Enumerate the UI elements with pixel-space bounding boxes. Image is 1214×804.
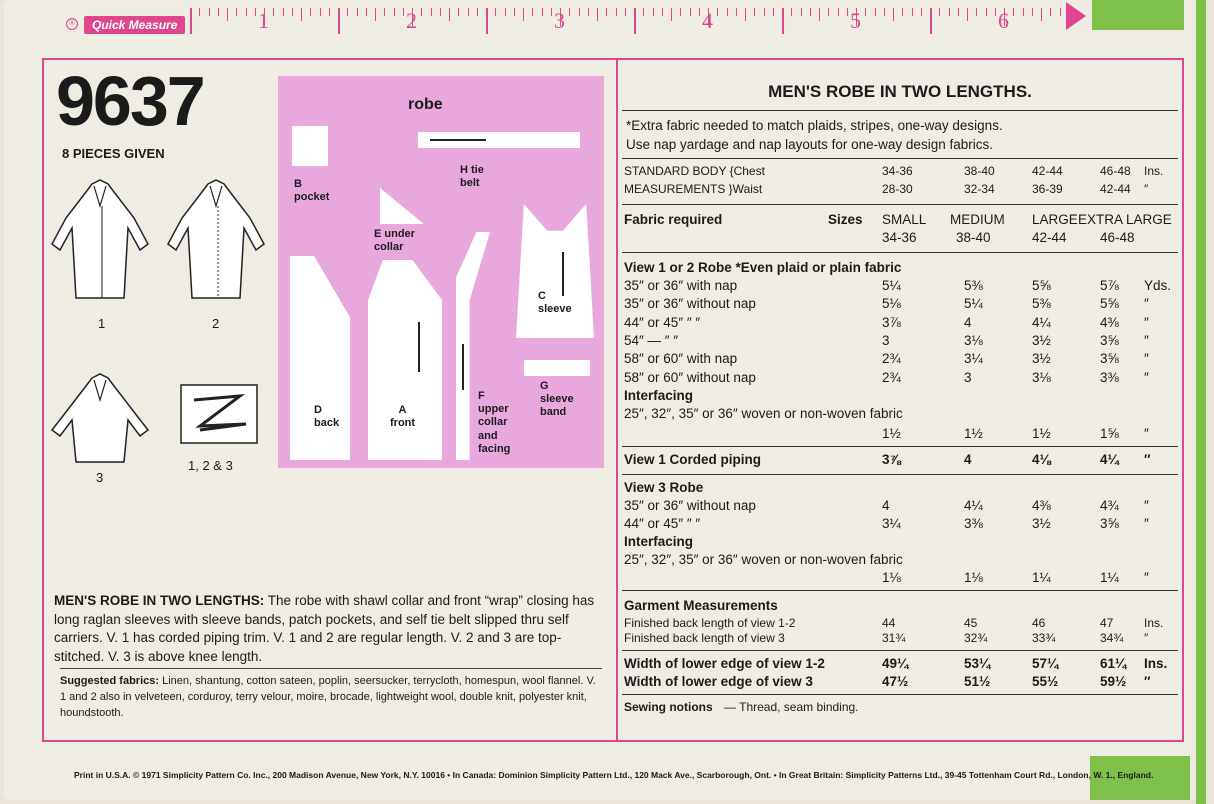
ruler-tick [458, 8, 459, 16]
ruler-tick [338, 8, 340, 34]
row-value: 42-44 [1100, 182, 1131, 196]
row-value: 1⅛ [964, 570, 983, 585]
ruler-number: 1 [258, 8, 269, 33]
quick-measure-ruler [60, 4, 1090, 38]
ruler-tick [320, 8, 321, 16]
row-value: 31¾ [882, 631, 906, 645]
ruler-tick [1041, 8, 1042, 21]
description-lead: MEN'S ROBE IN TWO LENGTHS: [54, 593, 265, 608]
row-value: 5⅝ [1100, 296, 1119, 312]
ruler-tick [680, 8, 681, 16]
note-nap: Use nap yardage and nap layouts for one-way design fabrics. [626, 137, 993, 152]
ruler-tick [912, 8, 913, 16]
ruler-tick [939, 8, 940, 16]
view12-yardage-row [624, 370, 1180, 388]
view3-yardage-row [624, 498, 1180, 516]
chart-title: MEN'S ROBE IN TWO LENGTHS. [768, 82, 1032, 101]
piece-b-pocket [292, 126, 328, 166]
lower-edge-width-row [624, 656, 1180, 674]
interfacing3-label-text: 25″, 32″, 35″ or 36″ woven or non-woven fabric [624, 552, 903, 567]
interfacing-heading-text: Interfacing [624, 388, 694, 403]
row-label: 44″ or 45″ ″ ″ [624, 314, 701, 330]
ruler-tick [486, 8, 488, 34]
belt-label: 1, 2 & 3 [188, 458, 233, 473]
ruler-number: 4 [702, 8, 713, 33]
pieces-given: 8 PIECES GIVEN [62, 146, 165, 161]
row-value: 5⅞ [1100, 278, 1119, 293]
row-value: 5⅝ [1032, 278, 1051, 293]
ruler-tick [292, 8, 293, 16]
ruler-tick [1060, 8, 1061, 16]
row-value: 3⅛ [1032, 369, 1051, 385]
row-value: 55½ [1032, 674, 1059, 689]
row-label: Width of lower edge of view 1-2 [624, 656, 825, 671]
row-value: 3½ [1032, 516, 1051, 531]
interfacing3-row [624, 570, 1180, 588]
notions-lead: Sewing notions [624, 700, 713, 714]
row-label: Finished back length of view 3 [624, 631, 785, 645]
row-value: 4¼ [1032, 314, 1051, 330]
ruler-tick [542, 8, 543, 16]
suggested-text: Linen, shantung, cotton sateen, poplin, seersucker, terrycloth, homespun, wool flannel. V. 1 and 2 also in velveteen, corduroy, terry velour, moire, brocade, lightweight wool, double knit, polyester knit, houndstooth. [60, 675, 596, 719]
ruler-tick [375, 8, 376, 21]
interfacing-rule [622, 446, 1178, 447]
piece-c-label: C sleeve [538, 290, 572, 316]
size-range-large: 42-44 [1032, 230, 1067, 245]
row-unit: ″ [1144, 351, 1149, 367]
ruler-tick [199, 8, 200, 16]
note-plaids: *Extra fabric needed to match plaids, stripes, one-way designs. [626, 118, 1003, 133]
row-label: View 1 Corded piping [624, 452, 762, 467]
row-unit: ″ [1144, 314, 1149, 330]
ruler-tick [505, 8, 506, 16]
suggested-lead: Suggested fabrics: [60, 675, 160, 687]
ruler-tick [394, 8, 395, 16]
row-label: 54″ — ″ ″ [624, 332, 679, 348]
ruler-tick [1050, 8, 1051, 16]
ruler-tick [329, 8, 330, 16]
ruler-tick [930, 8, 932, 34]
ruler-tick [1023, 8, 1024, 16]
ruler-tick [801, 8, 802, 16]
ruler-number: 3 [554, 8, 565, 33]
ruler-tick [523, 8, 524, 21]
row-value: 57¼ [1032, 656, 1059, 671]
garment-measurement-row [624, 631, 1180, 649]
ruler-tick [671, 8, 672, 21]
view-2-sketch [164, 178, 268, 302]
view-3-label: 3 [96, 470, 104, 485]
row-value: 5⅛ [882, 296, 901, 312]
ruler-number: 2 [406, 8, 417, 33]
row-unit: Ins. [1144, 616, 1164, 630]
row-unit: ″ [1144, 296, 1149, 312]
ruler-tick [773, 8, 774, 16]
row-unit: ″ [1144, 674, 1151, 689]
view12-yardage-row [624, 315, 1180, 333]
row-unit: ″ [1144, 426, 1149, 441]
piping-rule [622, 474, 1178, 475]
interfacing-label-text: 25″, 32″, 35″ or 36″ woven or non-woven fabric [624, 406, 903, 421]
row-value: 47½ [882, 674, 909, 689]
row-label: MEASUREMENTS }Waist [624, 182, 763, 196]
row-value: 2¾ [882, 351, 901, 367]
garment-heading [624, 598, 1180, 616]
piece-a-label: A front [390, 404, 416, 430]
corded-piping-row [624, 452, 1180, 470]
ruler-tick [421, 8, 422, 16]
ruler-tick [366, 8, 367, 16]
row-label: Finished back length of view 1-2 [624, 616, 796, 630]
ruler-tick [218, 8, 219, 16]
row-value: 3 [882, 332, 890, 348]
ruler-tick [976, 8, 977, 16]
garment-rule [622, 650, 1178, 651]
ruler-tick [403, 8, 404, 16]
piece-e-label: E under collar [374, 228, 415, 254]
fabric-required-label: Fabric required [624, 212, 723, 227]
ruler-tick [884, 8, 885, 16]
row-label: 58″ or 60″ with nap [624, 351, 738, 367]
ruler-tick [532, 8, 533, 16]
piece-d-label: D back [314, 404, 340, 430]
ruler-number: 5 [850, 8, 861, 33]
row-label: Width of lower edge of view 3 [624, 674, 813, 689]
row-value: 4¼ [1100, 452, 1119, 467]
ruler-tick [828, 8, 829, 16]
ruler-tick [579, 8, 580, 16]
row-value: 4 [882, 498, 890, 513]
ruler-tick [606, 8, 607, 16]
piece-h-label: H tie belt [460, 164, 484, 190]
row-value: 3¼ [964, 351, 983, 367]
registered-mark: ® [66, 18, 78, 30]
ruler-tick [190, 8, 192, 34]
tape-right-edge [1196, 0, 1206, 804]
ruler-tick [227, 8, 228, 21]
grain-arrow-h [430, 139, 486, 141]
body-measurement-row [624, 182, 1180, 200]
ruler-tick [819, 8, 820, 21]
row-value: 1¼ [1032, 570, 1051, 585]
grain-arrow-a [418, 322, 420, 372]
ruler-tick [616, 8, 617, 16]
row-value: 3 [964, 369, 972, 385]
row-unit: ″ [1144, 182, 1149, 196]
publisher-footer: Print in U.S.A. © 1971 Simplicity Pattern Co. Inc., 200 Madison Avenue, New York, N.Y. 10016 • In Canada: Dominion Simplicity Pattern Ltd., 120 Mack Ave., Scarborough, Ont. • In Great Britain: Simplicity Patterns Ltd., 39-45 Tottenham Court Rd., London, W. 1., England. [74, 770, 1154, 780]
row-value: 5⅜ [964, 278, 983, 293]
row-value: 53¼ [964, 656, 991, 671]
row-label: 44″ or 45″ ″ ″ [624, 516, 701, 531]
ruler-tick [1013, 8, 1014, 16]
row-unit: Yds. [1144, 278, 1172, 293]
ruler-tick [810, 8, 811, 16]
ruler-tick [791, 8, 792, 16]
ruler-tick [597, 8, 598, 21]
view12-heading-text: View 1 or 2 Robe *Even plaid or plain fabric [624, 260, 902, 275]
row-value: 46-48 [1100, 164, 1131, 178]
row-value: 32¾ [964, 631, 988, 645]
view12-yardage-row [624, 333, 1180, 351]
row-value: 47 [1100, 616, 1114, 630]
width-rule [622, 694, 1178, 695]
row-value: 1½ [1032, 426, 1051, 441]
row-unit: Ins. [1144, 656, 1168, 671]
row-value: 4¼ [964, 498, 983, 513]
ruler-tick [847, 8, 848, 16]
ruler-tick [754, 8, 755, 16]
ruler-tick [690, 8, 691, 16]
piece-b-label: B pocket [294, 178, 330, 204]
row-value: 4 [964, 452, 972, 467]
row-value: 33¾ [1032, 631, 1056, 645]
ruler-tick [384, 8, 385, 16]
row-label: 35″ or 36″ with nap [624, 278, 738, 293]
column-divider [616, 58, 618, 742]
row-value: 3⅝ [1100, 516, 1119, 531]
row-unit: ″ [1144, 369, 1149, 385]
ruler-tick [588, 8, 589, 16]
row-value: 28-30 [882, 182, 913, 196]
row-value: 2¾ [882, 369, 901, 385]
ruler-tick [865, 8, 866, 16]
title-rule [622, 110, 1178, 111]
diagram-title: robe [408, 96, 443, 113]
ruler-tick [569, 8, 570, 16]
row-value: 42-44 [1032, 164, 1063, 178]
body-measurement-row [624, 164, 1180, 182]
belt-sketch [180, 384, 258, 444]
row-value: 46 [1032, 616, 1046, 630]
view3-heading-text: View 3 Robe [624, 480, 704, 495]
ruler-tick [273, 8, 274, 16]
row-value: 3½ [1032, 351, 1051, 367]
row-value: 3⅞ [882, 452, 901, 467]
ruler-tick [431, 8, 432, 16]
ruler-tick [440, 8, 441, 16]
ruler-tick [893, 8, 894, 21]
ruler-tick [514, 8, 515, 16]
ruler-tick [255, 8, 256, 16]
interfacing12-row [624, 426, 1180, 444]
ruler-tick [301, 8, 302, 21]
row-value: 3¼ [882, 516, 901, 531]
row-label: 35″ or 36″ without nap [624, 296, 756, 312]
row-value: 38-40 [964, 164, 995, 178]
garment-heading-text: Garment Measurements [624, 598, 778, 613]
view3-yardage-row [624, 516, 1180, 534]
suggested-fabrics [60, 673, 602, 721]
row-value: 4⅜ [1032, 498, 1051, 513]
ruler-tick [699, 8, 700, 16]
row-value: 5¼ [882, 278, 901, 293]
lower-edge-width-row [624, 674, 1180, 692]
piece-g-sleeve-band [524, 360, 590, 376]
row-value: 5¼ [964, 296, 983, 312]
ruler-tick [838, 8, 839, 16]
row-value: 3⅝ [1100, 351, 1119, 367]
row-value: 32-34 [964, 182, 995, 196]
row-value: 61¼ [1100, 656, 1127, 671]
view12-yardage-row [624, 296, 1180, 314]
size-ranges [624, 230, 1180, 248]
row-value: 1½ [964, 426, 983, 441]
row-value: 45 [964, 616, 978, 630]
size-name-medium: MEDIUM [950, 212, 1005, 227]
pattern-number: 9637 [56, 62, 204, 140]
row-unit: ″ [1144, 498, 1149, 513]
row-value: 1⅛ [882, 570, 901, 585]
fabric-required-header [624, 212, 1180, 230]
suggested-divider [60, 668, 602, 669]
interfacing3-heading [624, 534, 1180, 552]
ruler-tick [357, 8, 358, 16]
ruler-tick [727, 8, 728, 16]
row-value: 4⅛ [1032, 452, 1051, 467]
ruler-tick [902, 8, 903, 16]
row-value: 34¾ [1100, 631, 1124, 645]
row-value: 3⅛ [964, 332, 983, 348]
size-range-medium: 38-40 [956, 230, 991, 245]
ruler-tick [967, 8, 968, 21]
pattern-description [54, 592, 602, 666]
ruler-number: 6 [998, 8, 1009, 33]
row-unit: ″ [1144, 570, 1149, 585]
piece-g-label: G sleeve band [540, 380, 574, 419]
ruler-end-arrow-icon [1066, 2, 1086, 30]
ruler-tick [736, 8, 737, 16]
ruler-tick [551, 8, 552, 16]
row-value: 36-39 [1032, 182, 1063, 196]
ruler-tick [662, 8, 663, 16]
row-value: 1¼ [1100, 570, 1119, 585]
row-value: 1½ [882, 426, 901, 441]
row-unit: Ins. [1144, 164, 1164, 178]
size-range-small: 34-36 [882, 230, 917, 245]
interfacing-label [624, 406, 1180, 424]
ruler-tick [283, 8, 284, 16]
ruler-tick [449, 8, 450, 21]
sizes-rule [622, 252, 1178, 253]
interfacing3-label [624, 552, 1180, 570]
ruler-tick [875, 8, 876, 16]
ruler-tick [634, 8, 636, 34]
ruler-tick [236, 8, 237, 16]
view-1-sketch [48, 178, 152, 302]
view-2-label: 2 [212, 316, 220, 331]
interfacing3-heading-text: Interfacing [624, 534, 694, 549]
row-value: 3⅜ [964, 516, 983, 531]
row-unit: ″ [1144, 452, 1151, 467]
interfacing-heading [624, 388, 1180, 406]
view12-heading [624, 260, 1180, 278]
view3-rule [622, 590, 1178, 591]
row-label: 58″ or 60″ without nap [624, 369, 756, 385]
quick-measure-badge: Quick Measure [84, 16, 185, 34]
row-value: 4¾ [1100, 498, 1119, 513]
view12-yardage-row [624, 351, 1180, 369]
row-label: 35″ or 36″ without nap [624, 498, 756, 513]
view-3-sketch [48, 372, 152, 466]
ruler-tick [921, 8, 922, 16]
row-value: 3⅜ [1100, 369, 1119, 385]
row-value: 3⅝ [1100, 332, 1119, 348]
row-value: 34-36 [882, 164, 913, 178]
body-bottom-rule [622, 204, 1178, 205]
ruler-tick [347, 8, 348, 16]
ruler-tick [653, 8, 654, 16]
row-value: 5⅜ [1032, 296, 1051, 312]
ruler-tick [246, 8, 247, 16]
row-unit: ″ [1144, 516, 1149, 531]
grain-arrow-f [462, 344, 464, 390]
ruler-tick [764, 8, 765, 16]
row-unit: ″ [1144, 631, 1149, 645]
body-top-rule [622, 158, 1178, 159]
view12-yardage-row [624, 278, 1180, 296]
size-name-small: SMALL [882, 212, 927, 227]
view-1-label: 1 [98, 316, 106, 331]
sewing-notions [624, 700, 1180, 718]
ruler-tick [782, 8, 784, 34]
row-value: 3½ [1032, 332, 1051, 348]
description-text: The robe with shawl collar and front “wrap” closing has long raglan sleeves with sleeve bands, patch pockets, and self tie belt slipped thru self carriers. V. 1 has corded piping trim. V. 1 and 2 are regular length. V. 2 and 3 are top-stitched. V. 3 is above knee length. [54, 593, 595, 664]
ruler-tick [643, 8, 644, 16]
size-name-xl: EXTRA LARGE [1078, 212, 1172, 227]
tape-top-right [1092, 0, 1184, 30]
ruler-tick [625, 8, 626, 16]
ruler-tick [717, 8, 718, 16]
ruler-tick [949, 8, 950, 16]
row-unit: ″ [1144, 332, 1149, 348]
ruler-tick [745, 8, 746, 21]
row-value: 3⅞ [882, 314, 901, 330]
view3-heading [624, 480, 1180, 498]
ruler-tick [986, 8, 987, 16]
ruler-tick [995, 8, 996, 16]
ruler-tick [1032, 8, 1033, 16]
row-value: 4⅜ [1100, 314, 1119, 330]
size-name-large: LARGE [1032, 212, 1078, 227]
row-value: 44 [882, 616, 896, 630]
size-range-xl: 46-48 [1100, 230, 1135, 245]
piece-f-label: F upper collar and facing [478, 390, 511, 455]
row-value: 51½ [964, 674, 991, 689]
ruler-tick [310, 8, 311, 16]
row-value: 59½ [1100, 674, 1127, 689]
ruler-tick [209, 8, 210, 16]
notions-text: — Thread, seam binding. [724, 700, 859, 714]
row-value: 4 [964, 314, 972, 330]
row-value: 1⅝ [1100, 426, 1119, 441]
sizes-label: Sizes [828, 212, 863, 227]
row-label: STANDARD BODY {Chest [624, 164, 765, 178]
ruler-tick [468, 8, 469, 16]
row-value: 49¼ [882, 656, 909, 671]
ruler-tick [958, 8, 959, 16]
ruler-tick [477, 8, 478, 16]
ruler-tick [495, 8, 496, 16]
